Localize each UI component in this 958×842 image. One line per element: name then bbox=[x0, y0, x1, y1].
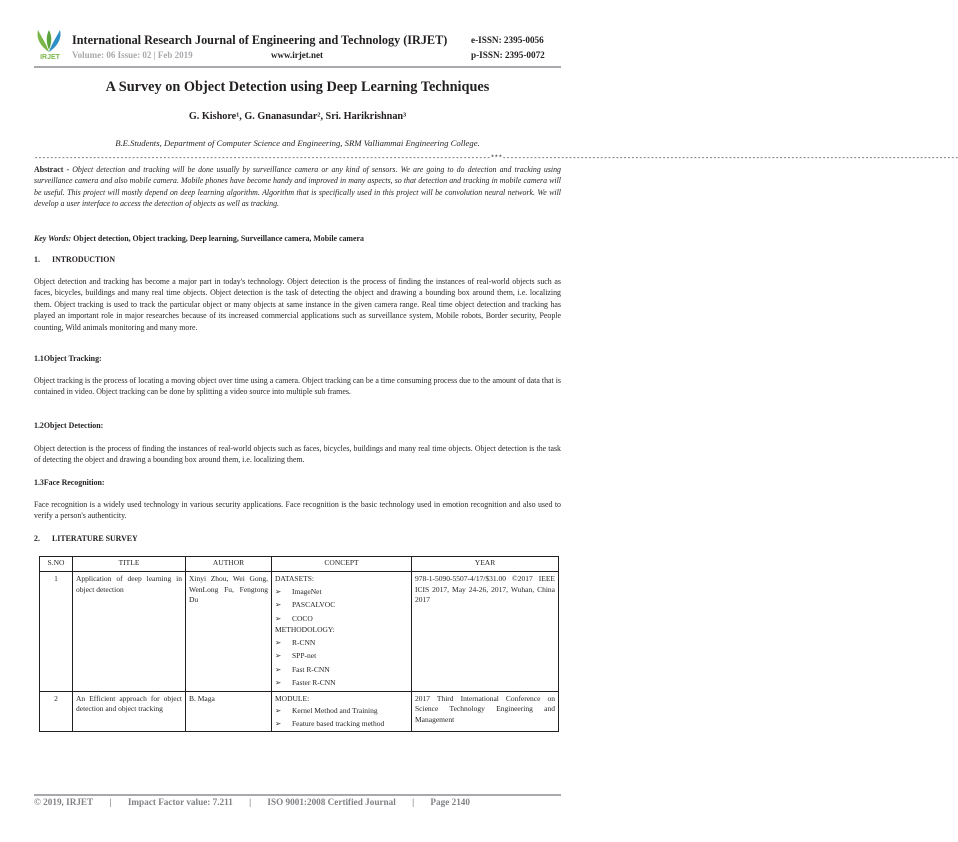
abstract-label: Abstract - bbox=[34, 165, 70, 174]
section-number: 1. bbox=[34, 255, 40, 264]
journal-name: International Research Journal of Engineering and Technology (IRJET) bbox=[72, 33, 448, 47]
cell-author: Xinyi Zhou, Wei Gong, WenLong Fu, Fengtong Du bbox=[186, 572, 272, 692]
list-item-text: Fast R-CNN bbox=[292, 664, 330, 674]
e-issn: e-ISSN: 2395-0056 bbox=[471, 35, 544, 45]
footer-copyright: © 2019, IRJET bbox=[34, 797, 94, 807]
list-item bbox=[275, 587, 408, 598]
p-issn: p-ISSN: 2395-0072 bbox=[471, 50, 545, 60]
arrow-bullet-icon: ➢ bbox=[275, 637, 282, 647]
datasets-list bbox=[275, 587, 408, 625]
affiliation: B.E.Students, Department of Computer Science and Engineering, SRM Valliammai Engineering College. bbox=[115, 138, 480, 148]
table-row bbox=[40, 572, 559, 692]
arrow-bullet-icon: ➢ bbox=[275, 706, 282, 715]
journal-url[interactable]: www.irjet.net bbox=[271, 50, 323, 60]
footer-separator: | bbox=[412, 797, 415, 807]
list-item-text: COCO bbox=[292, 613, 313, 623]
header-author: AUTHOR bbox=[186, 557, 272, 572]
datasets-label: DATASETS: bbox=[275, 574, 314, 583]
abstract-text: Object detection and tracking will be done usually by surveillance camera or any kind of sensors. We are going to do detection and tracking using surveillance camera and also mobile camera. Mobile phones have become handy and improved in many aspects, so that detection and tracking in mobile camera will be useful. This project will mostly depend on deep learning algorithm. Algorithm that is specifically used in this project will be convolution neural network. We will develop a user interface to access the detection of objects as well as tracking. bbox=[34, 165, 561, 209]
header-sno: S.NO bbox=[40, 557, 73, 572]
list-item-text: R-CNN bbox=[292, 637, 316, 647]
section-number: 2. bbox=[34, 534, 40, 543]
arrow-bullet-icon: ➢ bbox=[275, 718, 282, 728]
separator-mark: *** bbox=[490, 155, 503, 163]
section-literature-heading bbox=[34, 534, 138, 543]
list-item bbox=[275, 706, 408, 717]
cell-title: Application of deep learning in object detection bbox=[73, 572, 186, 692]
table-header-row bbox=[40, 557, 559, 572]
list-item-text: Faster R-CNN bbox=[292, 678, 336, 687]
object-tracking-heading: 1.1Object Tracking: bbox=[34, 354, 102, 363]
footer-impact-factor: Impact Factor value: 7.211 bbox=[127, 797, 233, 807]
list-item bbox=[275, 614, 408, 625]
cell-author: B. Maga bbox=[186, 691, 272, 732]
list-item-text: Feature based tracking method bbox=[292, 718, 385, 728]
arrow-bullet-icon: ➢ bbox=[275, 664, 282, 674]
separator-line: ---------------------------------------------------------------------------------------------------------------------***--------------------------------------------------------------------------------------------------------------------- bbox=[34, 155, 958, 163]
arrow-bullet-icon: ➢ bbox=[275, 613, 282, 623]
footer-separator: | bbox=[109, 797, 112, 807]
cell-concept bbox=[272, 691, 412, 732]
header-title: TITLE bbox=[73, 557, 186, 572]
footer-divider bbox=[34, 794, 561, 796]
literature-survey-table bbox=[39, 556, 559, 732]
list-item bbox=[275, 678, 408, 689]
list-item bbox=[275, 665, 408, 676]
cell-year: 978-1-5090-5507-4/17/$31.00 ©2017 IEEE ICIS 2017, May 24-26, 2017, Wuhan, China 2017 bbox=[412, 572, 559, 692]
page-footer bbox=[34, 797, 561, 807]
keywords-label: Key Words: bbox=[34, 234, 72, 243]
list-item bbox=[275, 638, 408, 649]
irjet-logo-icon bbox=[34, 28, 64, 64]
list-item bbox=[275, 719, 408, 730]
volume-issue: Volume: 06 Issue: 02 | Feb 2019 bbox=[72, 50, 193, 60]
header-concept: CONCEPT bbox=[272, 557, 412, 572]
header-divider bbox=[34, 66, 561, 68]
arrow-bullet-icon: ➢ bbox=[275, 678, 282, 687]
author-list: G. Kishore¹, G. Gnanasundar², Sri. Harikrishnan³ bbox=[188, 111, 407, 122]
introduction-text: Object detection and tracking has become a major part in today's technology. Object detection is the process of finding the instances of real-world objects such as faces, bicycles, buildings and many real time objects. Object detection is the task of detecting the object and drawing a bounding box around them, i.e. localizing them. Object tracking is used to track the particular object or many objects at same instance in the given camera range. Real time object detection and tracking has played an important role in major researches because of its increased commercial applications such as surveillance system, Mobile robots, Border security, People counting, Wild animals monitoring and many more. bbox=[34, 277, 561, 332]
face-recognition-text: Face recognition is a widely used technology in various security applications. Face recognition is the basic technology used in emotion recognition and also used to verify a person's authenticity. bbox=[34, 500, 561, 521]
list-item bbox=[275, 651, 408, 662]
arrow-bullet-icon: ➢ bbox=[275, 586, 282, 596]
footer-separator: | bbox=[249, 797, 252, 807]
section-title: INTRODUCTION bbox=[52, 255, 116, 264]
arrow-bullet-icon: ➢ bbox=[275, 600, 282, 609]
module-label: MODULE: bbox=[275, 693, 310, 703]
cell-sno: 1 bbox=[40, 572, 73, 692]
list-item bbox=[275, 600, 408, 611]
object-tracking-text: Object tracking is the process of locating a moving object over time using a camera. Object tracking can be a time consuming process due to the amount of data that is contained in video. Object tracking can be done by splitting a video source into multiple sub frames. bbox=[34, 376, 561, 397]
object-detection-heading: 1.2Object Detection: bbox=[34, 421, 104, 430]
table-row bbox=[40, 691, 559, 732]
cell-concept bbox=[272, 572, 412, 692]
footer-iso: ISO 9001:2008 Certified Journal bbox=[267, 797, 396, 807]
face-recognition-heading: 1.3Face Recognition: bbox=[34, 478, 105, 487]
logo-text: IRJET bbox=[40, 54, 60, 61]
keywords bbox=[34, 233, 561, 244]
section-title: LITERATURE SURVEY bbox=[52, 534, 138, 543]
cell-year: 2017 Third International Conference on Science Technology Engineering and Management bbox=[412, 691, 559, 732]
list-item-text: Kernel Method and Training bbox=[292, 706, 378, 715]
cell-sno: 2 bbox=[40, 691, 73, 732]
section-introduction-heading bbox=[34, 255, 115, 264]
module-list bbox=[275, 706, 408, 729]
paper-title: A Survey on Object Detection using Deep Learning Techniques bbox=[105, 79, 490, 95]
header-year: YEAR bbox=[412, 557, 559, 572]
list-item-text: SPP-net bbox=[292, 651, 317, 660]
footer-page-number: Page 2140 bbox=[430, 797, 470, 807]
list-item-text: PASCALVOC bbox=[292, 600, 336, 609]
cell-title: An Efficient approach for object detection and object tracking bbox=[73, 691, 186, 732]
methodology-label: METHODOLOGY: bbox=[275, 625, 335, 634]
list-item-text: ImageNet bbox=[292, 586, 322, 596]
arrow-bullet-icon: ➢ bbox=[275, 651, 282, 660]
object-detection-text: Object detection is the process of finding the instances of real-world objects such as faces, bicycles, buildings and many real time objects. Object detection is the task of detecting the object and drawing a bounding box around them, i.e. localizing them. bbox=[34, 444, 561, 465]
abstract bbox=[34, 164, 561, 210]
keywords-text: Object detection, Object tracking, Deep learning, Surveillance camera, Mobile camera bbox=[73, 234, 364, 243]
methodology-list bbox=[275, 638, 408, 689]
